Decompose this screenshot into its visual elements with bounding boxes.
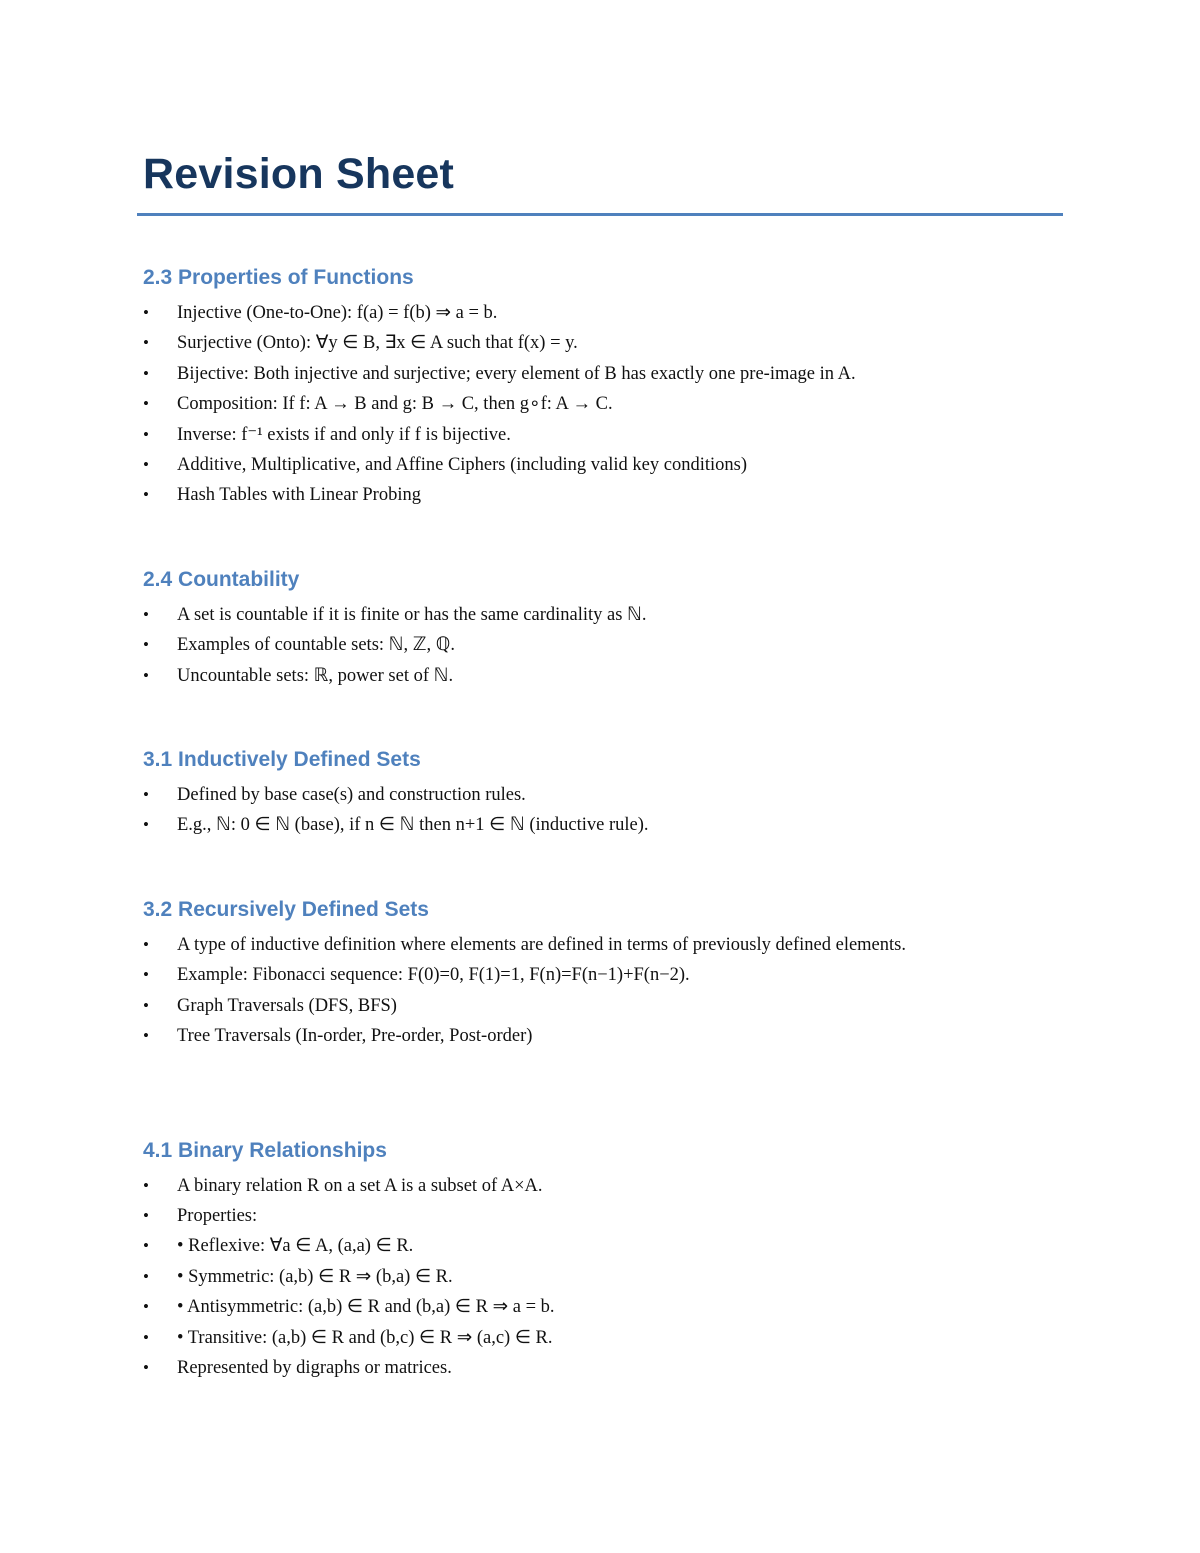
section-heading: 3.1 Inductively Defined Sets: [143, 748, 421, 772]
list-item-text: Examples of countable sets: ℕ, ℤ, ℚ.: [177, 635, 455, 656]
list-item-text: Graph Traversals (DFS, BFS): [177, 995, 397, 1016]
list-item: [143, 1231, 1017, 1261]
list-item: [143, 1353, 1017, 1383]
section-heading: 2.3 Properties of Functions: [143, 266, 414, 289]
list-item-text: Inverse: f⁻¹ exists if and only if f is bijective.: [177, 424, 511, 445]
list-item-text: Example: Fibonacci sequence: F(0)=0, F(1)=1, F(n)=F(n−1)+F(n−2).: [177, 965, 690, 986]
section-heading: 3.2 Recursively Defined Sets: [143, 897, 429, 921]
list-item-text: Tree Traversals (In-order, Pre-order, Post-order): [177, 1026, 533, 1047]
list-item-text: Additive, Multiplicative, and Affine Ciphers (including valid key conditions): [177, 455, 747, 476]
list-item-text: A binary relation R on a set A is a subset of A×A.: [177, 1175, 543, 1196]
section: [143, 896, 1063, 1052]
bullet-list: [143, 298, 1063, 511]
bullet-icon: •: [143, 1327, 149, 1347]
bullet-icon: •: [143, 363, 149, 383]
bullet-icon: •: [143, 1175, 149, 1195]
bullet-icon: •: [143, 815, 149, 835]
bullet-icon: •: [143, 394, 149, 414]
list-item: [143, 600, 1017, 630]
list-item: [143, 359, 1017, 389]
sections-container: [143, 264, 1063, 1383]
list-item-text: • Reflexive: ∀a ∈ A, (a,a) ∈ R.: [177, 1236, 414, 1257]
list-item: [143, 328, 1017, 358]
bullet-list: [143, 930, 1063, 1052]
section: [143, 566, 1063, 691]
list-item: [143, 480, 1017, 510]
list-item-text: • Transitive: (a,b) ∈ R and (b,c) ∈ R ⇒ (a,c) ∈ R.: [177, 1327, 553, 1348]
section: [143, 1137, 1063, 1384]
list-item-text: Defined by base case(s) and construction rules.: [177, 785, 526, 806]
list-item-text: • Symmetric: (a,b) ∈ R ⇒ (b,a) ∈ R.: [177, 1266, 453, 1287]
bullet-icon: •: [143, 635, 149, 655]
list-item: [143, 1171, 1017, 1201]
section-heading: 4.1 Binary Relationships: [143, 1138, 387, 1162]
bullet-icon: •: [143, 995, 149, 1015]
bullet-icon: •: [143, 455, 149, 475]
list-item: [143, 1262, 1017, 1292]
list-item-text: Properties:: [177, 1205, 258, 1226]
bullet-icon: •: [143, 1297, 149, 1317]
section-heading: 2.4 Countability: [143, 567, 300, 591]
section: [143, 264, 1063, 511]
bullet-icon: •: [143, 1357, 149, 1377]
list-item: [143, 1021, 1017, 1051]
bullet-icon: •: [143, 1236, 149, 1256]
list-item-text: Uncountable sets: ℝ, power set of ℕ.: [177, 665, 454, 686]
bullet-list: [143, 780, 1063, 841]
list-item: [143, 991, 1017, 1021]
list-item: [143, 420, 1017, 450]
list-item-text: Composition: If f: A → B and g: B → C, then g∘f: A → C.: [177, 394, 613, 415]
bullet-icon: •: [143, 1266, 149, 1286]
list-item: [143, 389, 1017, 419]
bullet-icon: •: [143, 485, 149, 505]
bullet-icon: •: [143, 424, 149, 444]
list-item-text: Surjective (Onto): ∀y ∈ B, ∃x ∈ A such that f(x) = y.: [177, 333, 578, 354]
list-item-text: Injective (One-to-One): f(a) = f(b) ⇒ a = b.: [177, 303, 498, 323]
title-divider: [137, 213, 1063, 216]
list-item: [143, 810, 1017, 840]
bullet-list: [143, 1171, 1063, 1384]
document-page: [143, 148, 1063, 1383]
bullet-icon: •: [143, 665, 149, 685]
list-item-text: Hash Tables with Linear Probing: [177, 485, 421, 506]
bullet-icon: •: [143, 333, 149, 353]
list-item-text: E.g., ℕ: 0 ∈ ℕ (base), if n ∈ ℕ then n+1 ∈ ℕ (inductive rule).: [177, 815, 649, 836]
list-item: [143, 450, 1017, 480]
list-item: [143, 930, 1017, 960]
bullet-icon: •: [143, 785, 149, 805]
list-item: [143, 780, 1017, 810]
list-item: [143, 298, 1017, 328]
list-item-text: A type of inductive definition where elements are defined in terms of previously defined elements.: [177, 934, 906, 955]
list-item-text: A set is countable if it is finite or has the same cardinality as ℕ.: [177, 604, 647, 625]
bullet-icon: •: [143, 303, 149, 322]
list-item: [143, 960, 1017, 990]
list-item-text: Represented by digraphs or matrices.: [177, 1357, 452, 1378]
list-item: [143, 1201, 1017, 1231]
list-item: [143, 1323, 1017, 1353]
list-item: [143, 630, 1017, 660]
list-item-text: • Antisymmetric: (a,b) ∈ R and (b,a) ∈ R ⇒ a = b.: [177, 1297, 555, 1318]
bullet-list: [143, 600, 1063, 691]
bullet-icon: •: [143, 604, 149, 624]
bullet-icon: •: [143, 1026, 149, 1046]
page-title: Revision Sheet: [143, 150, 455, 198]
list-item: [143, 1292, 1017, 1322]
bullet-icon: •: [143, 1205, 149, 1225]
bullet-icon: •: [143, 934, 149, 954]
section: [143, 746, 1063, 841]
list-item-text: Bijective: Both injective and surjective; every element of B has exactly one pre-image in A.: [177, 363, 856, 384]
bullet-icon: •: [143, 965, 149, 985]
list-item: [143, 661, 1017, 691]
